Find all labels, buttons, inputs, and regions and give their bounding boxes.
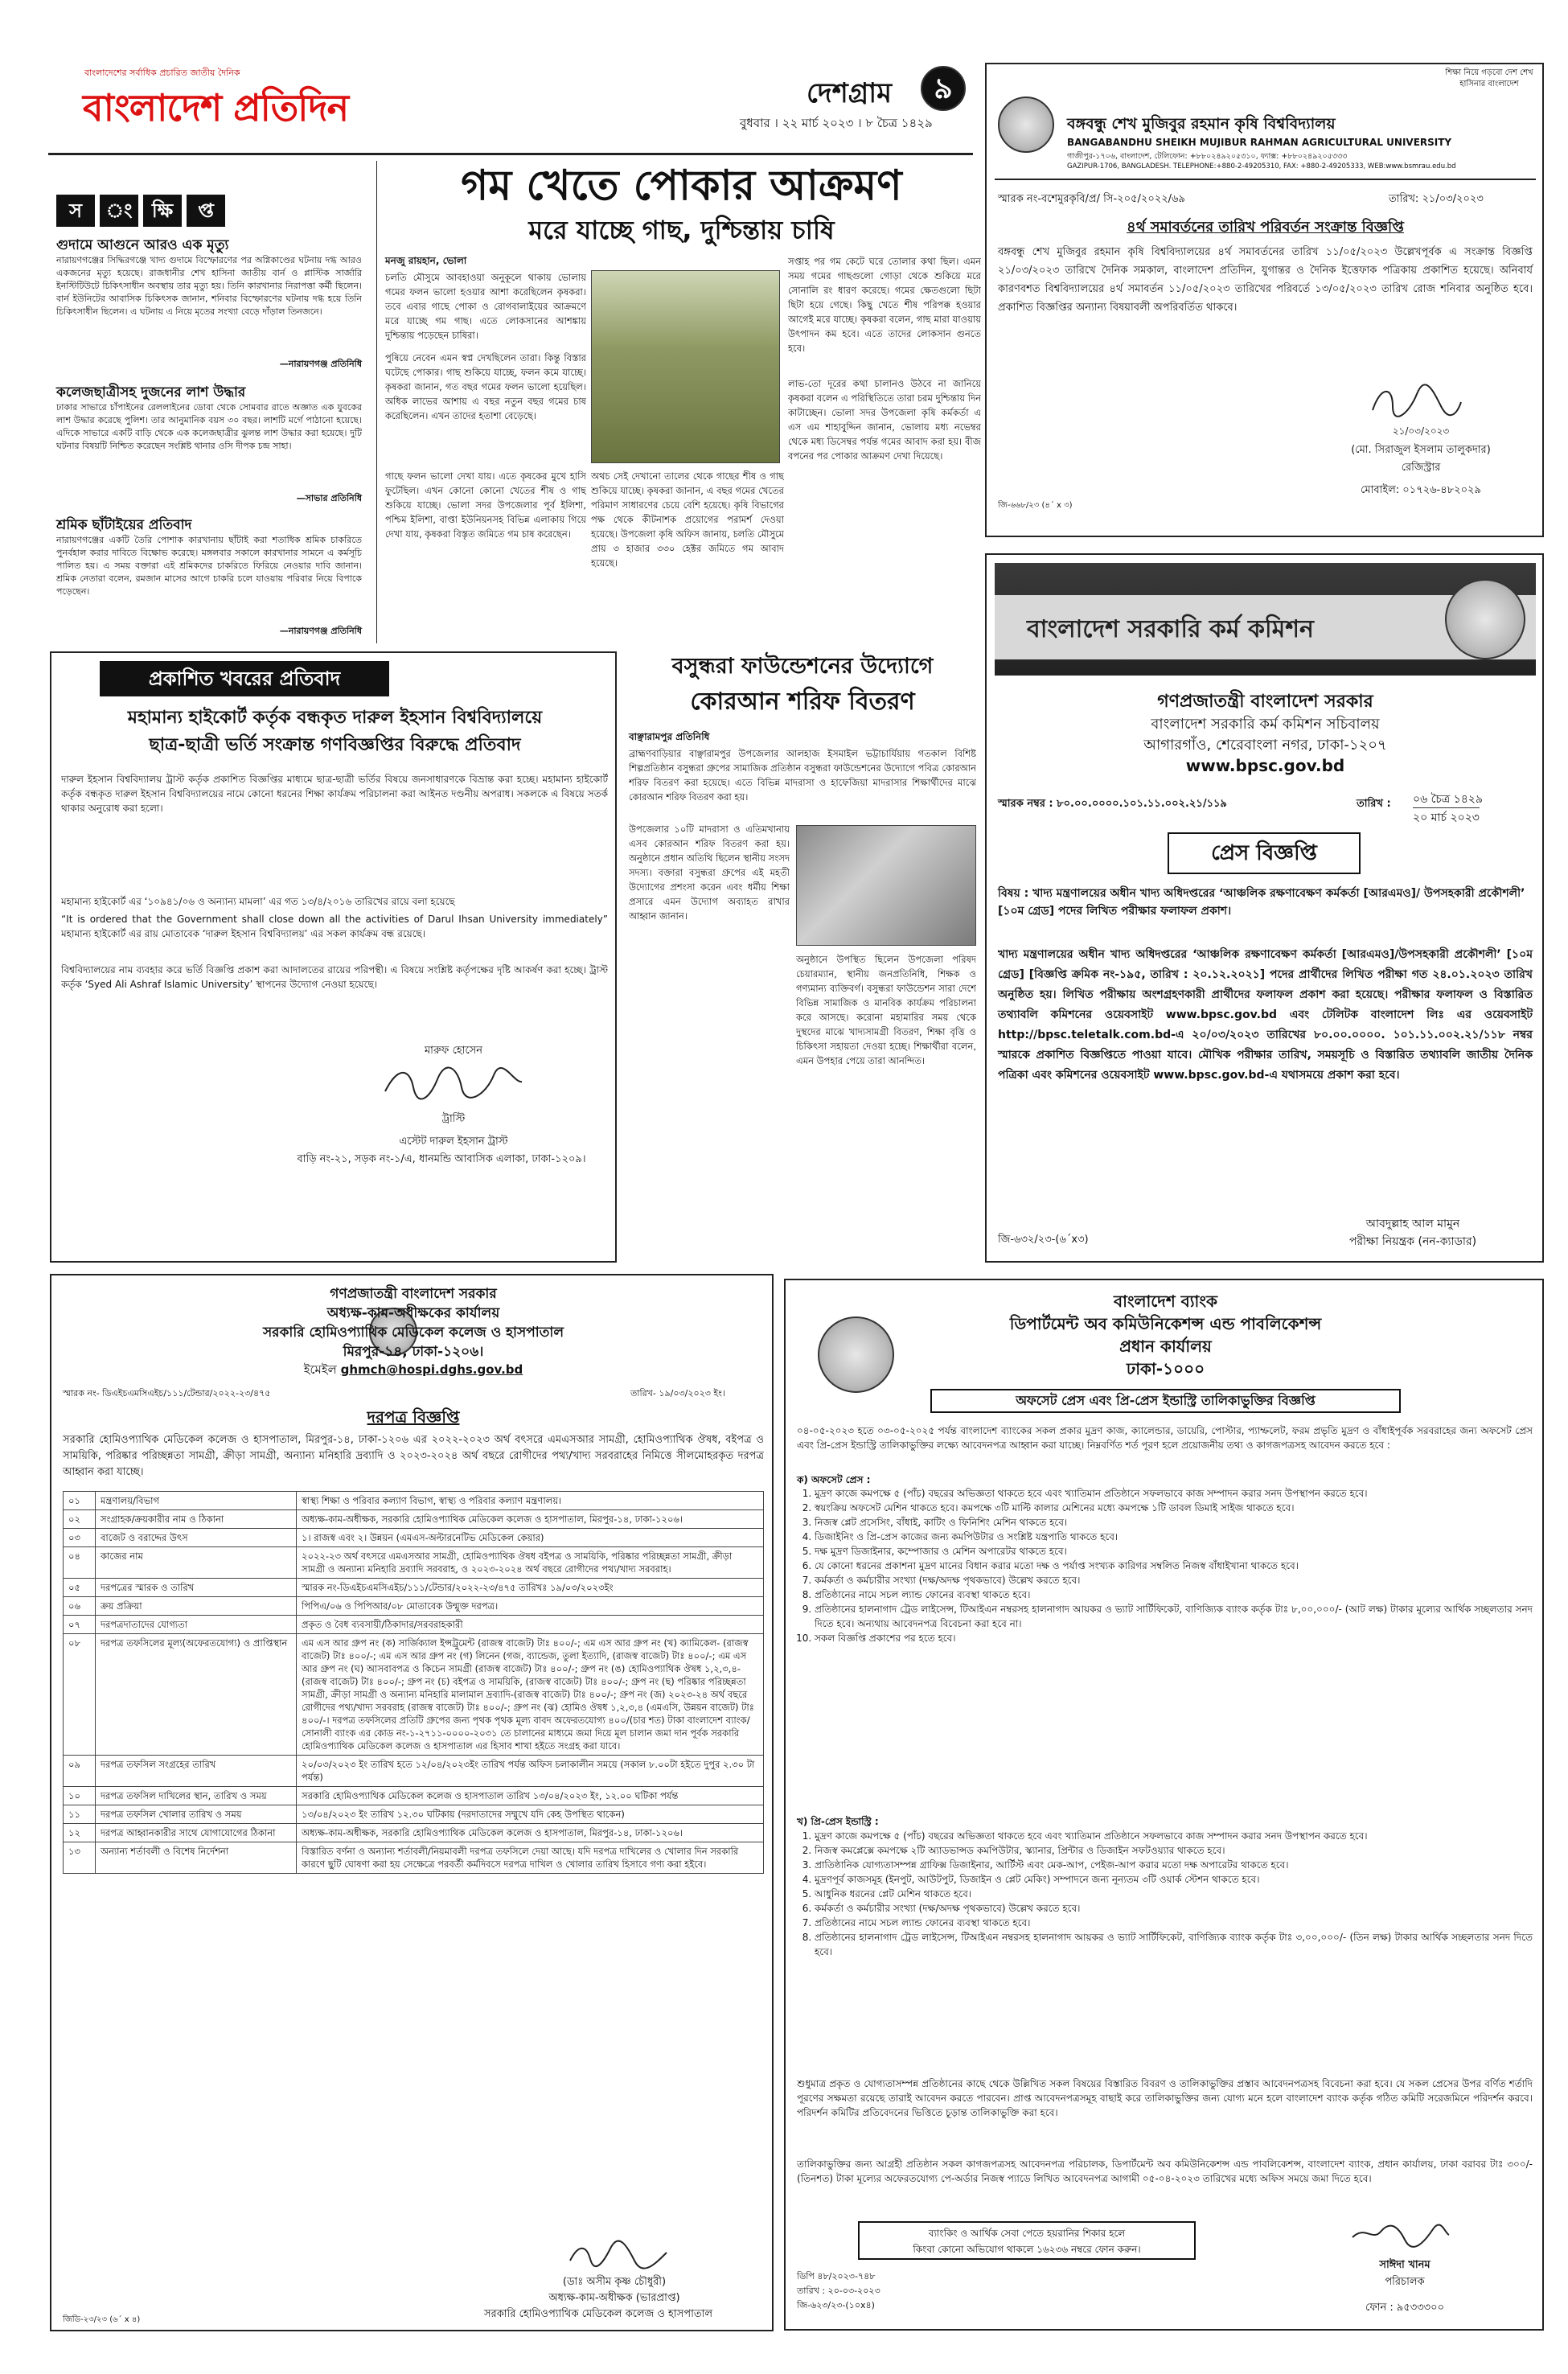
ad-code: জি-৬২৩/২৩-(১০x৪) [797, 2300, 875, 2310]
row-label: ক্রয় প্রক্রিয়া [96, 1597, 297, 1616]
row-value: ২০/০৩/২০২৩ ইং তারিখ হতে ১২/০৪/২০২৩ইং তারিখ পর্যন্ত অফিস চলাকালীন সময়ে (সকাল ৮.০০টা হইতে দুপুর ২.৩০ টা পর্যন্ত) [297, 1756, 764, 1787]
office: প্রধান কার্যালয় [1119, 1337, 1212, 1356]
byline: বাঞ্ছারামপুর প্রতিনিধি [629, 731, 710, 742]
tender-table [63, 1491, 764, 1874]
section-heading: ক) অফসেট প্রেস : [797, 1474, 871, 1485]
rebuttal-header: প্রকাশিত খবরের প্রতিবাদ [100, 661, 389, 696]
masthead-rule [48, 153, 973, 155]
sign-date: ২১/০৩/২০২৩ [1392, 425, 1450, 437]
rebuttal-para: বিশ্ববিদ্যালয়ের নাম ব্যবহার করে ভর্তি বিজ্ঞপ্তি প্রকাশ করা আদালতের রায়ের পরিপন্থী। এ বিষয়ে সংশ্লিষ্ট কর্তৃপক্ষের দৃষ্টি আকর্ষণ করা হচ্ছে। ট্রাস্ট কর্তৃক ‘Syed Ali Ashraf Islamic University’ স্থাপনের উদ্যোগ নেওয়া হয়েছে। [61, 964, 608, 990]
quran-headline: কোরআন শরিফ বিতরণ [690, 688, 915, 716]
notice-title: দরপত্র বিজ্ঞপ্তি [367, 1407, 460, 1427]
list-item: 2. নিজস্ব কমপ্লেক্সে কমপক্ষে ২টি অ্যাডভান্সড কমপিউটার, স্ক্যানার, প্রিন্টার ও ডিজাইন সফটওয়্যার থাকতে হবে। [815, 1843, 1533, 1858]
row-label: বাজেট ও বরাদ্দের উৎস [96, 1529, 297, 1547]
row-value: প্রকৃত ও বৈধ ব্যবসায়ী/ঠিকাদার/সরবরাহকারী [297, 1616, 764, 1634]
table-row [64, 1547, 764, 1579]
brief-item [56, 384, 362, 505]
table-row [64, 1824, 764, 1842]
rebuttal-para: মহামান্য হাইকোর্ট এর ‘১০৯৪১/০৬ ও অন্যান্য মামলা’ এর গত ১৩/৪/২০১৬ তারিখের রায়ে বলা হয়েছে [61, 896, 455, 907]
dp-number: ডিপি ৪৮/২০২৩-৭৪৮ [797, 2271, 876, 2282]
row-label: সংগ্রাহক/ক্রয়কারীর নাম ও ঠিকানা [96, 1510, 297, 1529]
signer-name: (ডাঃ অসীম কৃষ্ণ চৌধুরী) [562, 2276, 667, 2288]
masthead [76, 64, 969, 151]
date: তারিখ: ২১/০৩/২০২৩ [1389, 193, 1484, 205]
org-address: আগারগাঁও, শেরেবাংলা নগর, ঢাকা-১২০৭ [1143, 737, 1387, 754]
ad-code: জিডি-২৩/২৩ (৬´ x ৪) [63, 2315, 141, 2324]
memo: স্মারক নম্বর : ৮০.০০.০০০০.১০১.১১.০০২.২১/১১৯ [998, 798, 1227, 810]
bb-para: তালিকাভুক্তির জন্য আগ্রহী প্রতিষ্ঠান সকল কাগজপত্রসহ আবেদনপত্র পরিচালক, ডিপার্টমেন্ট অব কমিউনিকেশন্স এন্ড পাবলিকেশন্স, বাংলাদেশ ব্যাংক, প্রধান কার্যালয়, ঢাকা বরাবর টাঃ ৩০০/- (তিনশত) টাকা মূল্যের অফেরতযোগ্য পে-অর্ডার নিজস্ব প্যাডে লিখিত আবেদনপত্র আগামী ০৫-০৪-২০২৩ তারিখের মধ্যে অফিস সময়ে জমা দিতে হবে। [797, 2158, 1533, 2184]
story-text: অথচ সেই দেখানো তালের থেকে গাছের শীষ ও গাছ শুকিয়ে যাচ্ছে। কৃষকরা জানান, এ বছর গমের খেতের পরিমাণ সাধারণের চেয়ে বেশি হয়েছে। কৃষি বিভাগের পক্ষ থেকে কীটনাশক প্রয়োগের পরামর্শ দেওয়া হয়েছে। উপজেলা কৃষি অফিস জানায়, চলতি মৌসুমে প্রায় ৩ হাজার ৩৩০ হেক্টর জমিতে গম আবাদ হয়েছে। [591, 470, 784, 569]
brief-header [56, 195, 362, 227]
table-row [64, 1634, 764, 1756]
notice-title [1168, 832, 1361, 874]
signature [566, 2236, 671, 2273]
row-value: বিস্তারিত বর্ণনা ও অন্যান্য শর্তাবলী/নিয়মাবলী দরপত্র তফসিলে দেয়া আছে। যদি দরপত্র দাখিলের ও খোলার দিন সরকারি কারণে ছুটি ঘোষণা করা হয় সেক্ষেত্রে পরবর্তী কর্মদিবসে দরপত্র দাখিল ও খোলার তারিখ হিসাবে গণ্য করা হইবে। [297, 1842, 764, 1874]
table-row [64, 1492, 764, 1510]
signer-role: পরীক্ষা নিয়ন্ত্রক (নন-ক্যাডার) [1348, 1235, 1477, 1248]
brief-column [48, 187, 370, 641]
row-value: ২০২২-২৩ অর্থ বৎসরে এমএসআর সামগ্রী, হোমিওপ্যাথিক ঔষধ বইপত্র ও সাময়িকি, পরিষ্কার পরিচ্ছন্নতা সামগ্রী, ক্রীড়া সামগ্রী ও অন্যান্য মনিহারি দ্রব্যাদি সরবরাহ, ও ২০২৩-২০২৪ অর্থ বছরে রোগীদের পথ্য/খাদ্য সরবরাহ। [297, 1547, 764, 1579]
story-text: উপজেলার ১০টি মাদরাসা ও এতিমখানায় এসব কোরআন শরিফ বিতরণ করা হয়। অনুষ্ঠানে প্রধান অতিথি ছিলেন স্থানীয় সংসদ সদস্য। বক্তারা বসুন্ধরা গ্রুপের এই মহতী উদ্যোগের প্রশংসা করেন এবং ধর্মীয় শিক্ষা প্রসারে এমন উদ্যোগ অব্যাহত রাখার আহ্বান জানান। [629, 824, 790, 922]
notice-title: ৪র্থ সমাবর্তনের তারিখ পরিবর্তন সংক্রান্ত বিজ্ঞপ্তি [1127, 219, 1404, 236]
brief-header-letter: ক্ষি [143, 195, 182, 227]
rebuttal-title: ছাত্র-ছাত্রী ভর্তি সংক্রান্ত গণবিজ্ঞপ্তির বিরুদ্ধে প্রতিবাদ [149, 735, 521, 755]
memo: স্মারক নং-বশেমুরকৃবি/প্র/ সি-২০৫/২০২২/৬৯ [998, 193, 1185, 205]
main-headline: গম খেতে পোকার আক্রমণ [461, 162, 902, 210]
brief-credit: —নারায়ণগঞ্জ প্রতিনিধি [279, 359, 362, 369]
row-value: অধ্যক্ষ-কাম-অধীক্ষক, সরকারি হোমিওপ্যাথিক মেডিকেল কলেজ ও হাসপাতাল, মিরপুর-১৪, ঢাকা-১২০৬। [297, 1824, 764, 1842]
brief-credit: —সাভার প্রতিনিধি [296, 493, 362, 503]
row-label: কাজের নাম [96, 1547, 297, 1579]
table-row [64, 1842, 764, 1874]
signature [381, 1059, 526, 1107]
list-item: 8. প্রতিষ্ঠানের নামে সচল ল্যান্ড ফোনের ব্যবস্থা থাকতে হবে। [815, 1587, 1533, 1602]
org-name: বাংলাদেশ সরকারি কর্ম কমিশন সচিবালয় [1151, 716, 1380, 733]
table-row [64, 1529, 764, 1547]
date: ০৬ চৈত্র ১৪২৯ [1413, 793, 1483, 806]
row-number: ০৩ [64, 1529, 96, 1547]
address-line: GAZIPUR-1706, BANGLADESH. TELEPHONE:+880-2-49205310, FAX: +880-2-49205333, WEB:www.bsmrau.edu.bd [1067, 162, 1456, 170]
row-number: ০২ [64, 1510, 96, 1529]
row-value: এম এস আর গ্রুপ নং (ক) সার্জিক্যাল ইন্সট্রুমেন্ট (রাজস্ব বাজেট) টাঃ ৪০০/-; এম এস আর গ্রুপ নং (খ) ক্যামিকেল- (রাজস্ব বাজেট) টাঃ ৪০০/-; এম এস আর গ্রুপ নং (গ) লিনেন (গজ, ব্যান্ডেজ, তুলা ইত্যাদি, (রাজস্ব বাজেট) টাঃ ৪০০/-; এম এস আর গ্রুপ নং (ঘ) আসবাবপত্র ও কিচেন সামগ্রী (রাজস্ব বাজেট) টাঃ ৪০০/-; গ্রুপ নং (ঙ) হোমিওপ্যাথিক ঔষধ ১,২,৩,৪- (রাজস্ব বাজেট) টাঃ ৪০০/-; গ্রুপ নং (চ) বইপত্র ও সাময়িকি, (রাজস্ব বাজেট) টাঃ ৪০০/-; গ্রুপ নং (ছ) পরিষ্কার পরিচ্ছন্নতা সামগ্রী, ক্রীড়া সামগ্রী ও অন্যান্য মনিহারি মালামাল দ্রব্যাদি-(রাজস্ব বাজেট) টাঃ ৪০০/-; গ্রুপ নং (জ) ২০২৩-২৪ অর্থ বছরে রোগীদের পথ্য/খাদ্য সরবরাহ (রাজস্ব বাজেট) টাঃ ৪০০/-; গ্রুপ নং (ঝ) হোমিও ঔষধ ১,২,৩,৪ (এমএসি, উন্নয়ন বাজেট) টাঃ ৪০০/-। দরপত্র তফসিলের প্রতিটি গ্রুপের জন্য পৃথক পৃথক মূল্য বাবদ অফেরতযোগ্য ৪০০/(চার শত) টাকা বাংলাদেশ ব্যাংক/সোনালী ব্যাংক এর কোড নং-১-২৭১১-০০০০-২০৩১ তে চালানের মাধ্যমে জমা দিয়ে মূল চালান জমা দান পূর্বক সরকারি হোমিওপ্যাথিক মেডিকেল কলেজ ও হাসপাতাল এর হিসাব শাখা হইতে সংগ্রহ করা যাবে। [297, 1634, 764, 1756]
bpsc-notice [985, 553, 1544, 1263]
requirements-list-a [797, 1486, 1533, 1645]
complaint-line: কিংবা কোনো অভিযোগ থাকলে ১৬২৩৬ নম্বরে ফোন করুন। [913, 2244, 1141, 2255]
corner-note: শিক্ষা নিয়ে গড়বো দেশ শেখ হাসিনার বাংলাদেশ [1445, 68, 1533, 88]
brief-credit: —নারায়ণগঞ্জ প্রতিনিধি [279, 626, 362, 636]
notice-body: বঙ্গবন্ধু শেখ মুজিবুর রহমান কৃষি বিশ্ববিদ্যালয়ের ৪র্থ সমাবর্তনের তারিখ ১১/০৫/২০২৩ উল্লেখপূর্বক এ সংক্রান্ত বিজ্ঞপ্তি ২১/০৩/২০২৩ তারিখে দৈনিক সমকাল, বাংলাদেশ প্রতিদিন, যুগান্তর ও দৈনিক ইত্তেফাক পত্রিকায় প্রকাশিত হয়েছে। অনিবার্য কারণবশত বিশ্ববিদ্যালয়ের ৪র্থ সমাবর্তন ১১/০৫/২০২৩ তারিখের পরিবর্তে ১৩/০৫/২০২৩ তারিখ রোজ শনিবার অনুষ্ঠিত হবে। প্রকাশিত বিজ্ঞপ্তির অন্যান্য বিষয়াবলী অপরিবর্তিত থাকবে। [998, 246, 1533, 314]
row-number: ১২ [64, 1824, 96, 1842]
row-label: দরপত্র তফসিলের মূল্য(অফেরতযোগ্য) ও প্রাপ্তিস্থান [96, 1634, 297, 1756]
bb-intro: ০৪-০৫-২০২৩ হতে ০৩-০৫-২০২৫ পর্যন্ত বাংলাদেশ ব্যাংকের সকল প্রকার মুদ্রণ কাজ, ক্যালেন্ডার, ডায়েরি, পোস্টার, প্যাম্ফলেট, ফরম প্রভৃতি মুদ্রণ ও বাঁধাইপূর্বক সরবরাহের জন্য অফসেট প্রেস এবং প্রি-প্রেস ইন্ডাস্ট্রি তালিকাভুক্তির লক্ষ্যে আবেদনপত্র আহ্বান করা যাচ্ছে। নিম্নবর্ণিত শর্ত পূরণ হলে প্রয়োজনীয় তথ্য ও কাগজপত্রসহ আবেদন করতে হবে : [797, 1425, 1533, 1451]
brief-title: গুদামে আগুনে আরও এক মৃত্যু [56, 237, 229, 253]
signer-org: সরকারি হোমিওপ্যাথিক মেডিকেল কলেজ ও হাসপাতাল [483, 2308, 713, 2320]
brief-header-letter: স [56, 195, 95, 227]
list-item: 5. আধুনিক ধরনের প্লেট মেশিন থাকতে হবে। [815, 1887, 1533, 1901]
complaint-box [858, 2221, 1196, 2260]
list-item: 4. ডিজাইনিং ও প্রি-প্রেস কাজের জন্য কমপিউটার ও সংশ্লিষ্ট যন্ত্রপাতি থাকতে হবে। [815, 1530, 1533, 1544]
list-item: 6. কর্মকর্তা ও কর্মচারীর সংখ্যা (দক্ষ/অদক্ষ পৃথকভাবে) উল্লেখ করতে হবে। [815, 1901, 1533, 1916]
brief-body: নারায়ণগঞ্জের একটি তৈরি পোশাক কারখানায় ছাঁটাই করা শতাধিক শ্রমিক চাকরিতে পুনর্বহাল করার দাবিতে বিক্ষোভ করেছে। মঙ্গলবার সকালে কারখানার সামনে এ কর্মসূচি পালিত হয়। এ সময় বক্তারা এই শ্রমিকদের চাকরিতে ফিরিয়ে নেওয়ার দাবি জানান। শ্রমিক নেতারা বলেন, রমজান মাসের আগে চাকরি চলে যাওয়ায় পরিবার নিয়ে বিপাকে পড়েছেন। [56, 535, 362, 597]
college-name: সরকারি হোমিওপ্যাথিক মেডিকেল কলেজ ও হাসপাতাল [262, 1325, 564, 1341]
row-label: দরপত্র আহ্বানকারীর সাথে যোগাযোগের ঠিকানা [96, 1824, 297, 1842]
table-row [64, 1616, 764, 1634]
list-item: 1. মুদ্রণ কাজে কমপক্ষে ৫ (পাঁচ) বছরের অভিজ্ঞতা থাকতে হবে এবং খ্যাতিমান প্রতিষ্ঠানে সফলভাবে কাজ সম্পাদন করার সনদ উপস্থাপন করতে হবে। [815, 1829, 1533, 1843]
newspaper-logo[interactable]: বাংলাদেশ প্রতিদিন [83, 86, 349, 129]
university-name-en: BANGABANDHU SHEIKH MUJIBUR RAHMAN AGRICULTURAL UNIVERSITY [1067, 137, 1452, 148]
row-label: দরপত্র তফসিল দাখিলের স্থান, তারিখ ও সময় [96, 1787, 297, 1805]
table-row [64, 1579, 764, 1597]
department: ডিপার্টমেন্ট অব কমিউনিকেশন্স এন্ড পাবলিকেশন্স [1009, 1314, 1322, 1333]
brief-item [56, 236, 362, 371]
website-link[interactable]: www.bpsc.gov.bd [1185, 756, 1345, 775]
bangladesh-bank-notice [784, 1279, 1544, 2331]
rebuttal-signer-role: ট্রাস্টি [441, 1113, 466, 1125]
signature-icon [381, 1059, 526, 1107]
table-row [64, 1597, 764, 1616]
brief-body: ঢাকার সাভারে চাঁপাইনের রেললাইনের ডোবা থেকে সোমবার রাতে অজ্ঞাত এক যুবকের লাশ উদ্ধার করেছে পুলিশ। তার আনুমানিক বয়স ৩০ বছর। লাশটি মর্গে পাঠানো হয়েছে। এদিকে সাভারে একটি বাড়ি থেকে এক কলেজছাত্রীর ঝুলন্ত লাশ উদ্ধার করা হয়েছে। দুটি ঘটনার বিষয়টি নিশ্চিত করেছেন সংশ্লিষ্ট থানার ওসি দীপক চন্দ্র সাহা। [56, 402, 362, 451]
rebuttal-org: এস্টেট দারুল ইহসান ট্রাস্ট [399, 1136, 508, 1148]
brief-header-letter: প্ত [187, 195, 225, 227]
list-item: 2. স্বয়ংক্রিয় অফসেট মেশিন থাকতে হবে। কমপক্ষে ৩টি মাল্টি কালার মেশিনের মধ্যে কমপক্ষে ১টি ডাবল ডিমাই সাইজ থাকতে হবে। [815, 1501, 1533, 1515]
tender-notice [50, 1274, 774, 2331]
page-number: ৯ [921, 66, 966, 111]
address-line: গাজীপুর-১৭০৬, বাংলাদেশ, টেলিফোন: +৮৮০২৪৯২০৫৩১০, ফ্যাক্স: +৮৮০২৪৯২০৫৩৩৩ [1067, 152, 1348, 161]
list-item: 7. প্রতিষ্ঠানের নামে সচল ল্যান্ড ফোনের ব্যবস্থা থাকতে হবে। [815, 1916, 1533, 1930]
story-text: অনুষ্ঠানে উপস্থিত ছিলেন উপজেলা পরিষদ চেয়ারম্যান, স্থানীয় জনপ্রতিনিধি, শিক্ষক ও গণ্যমান্য ব্যক্তিবর্গ। বসুন্ধরা ফাউন্ডেশন সারা দেশে বিভিন্ন সামাজিক ও মানবিক কার্যক্রম পরিচালনা করে আসছে। করোনা মহামারির সময় থেকে দুস্থদের মাঝে খাদ্যসামগ্রী বিতরণ, শিক্ষা বৃত্তি ও চিকিৎসা সহায়তা দেওয়া হচ্ছে। শিক্ষার্থীরা বলেন, এমন উপহার পেয়ে তারা আনন্দিত। [796, 954, 976, 1066]
notice-body: খাদ্য মন্ত্রণালয়ের অধীন খাদ্য অধিদপ্তরের ‘আঞ্চলিক রক্ষণাবেক্ষণ কর্মকর্তা [আরএমও]/উপসহকারী প্রকৌশলী’ [১০ম গ্রেড] [বিজ্ঞপ্তি ক্রমিক নং-১৯৫, তারিখ : ২০.১২.২০২১] পদের প্রার্থীদের লিখিত পরীক্ষা গত ২৪.০১.২০২৩ তারিখ অনুষ্ঠিত হয়। লিখিত পরীক্ষায় অংশগ্রহণকারী প্রার্থীদের ফলাফল প্রকাশ করা হয়েছে। পরীক্ষার ফলাফল ও বিস্তারিত তথ্যাবলি কমিশনের ওয়েবসাইট www.bpsc.gov.bd এবং টেলিটক বাংলাদেশ লিঃ এর ওয়েবসাইট http://bpsc.teletalk.com.bd-এ ২০/০৩/২০২৩ তারিখের ৮০.০০.০০০০. ১০১.১১.০০২.২১/১১৮ নম্বর স্মারকে প্রকাশিত বিজ্ঞপ্তিতে পাওয়া যাবে। মৌখিক পরীক্ষার তারিখ, সময়সূচি ও বিস্তারিত তথ্যাবলি জাতীয় দৈনিক পত্রিকা এবং কমিশনের ওয়েবসাইট www.bpsc.gov.bd-এ যথাসময়ে প্রকাশ করা হবে। [998, 948, 1533, 1082]
page-date: বুধবার । ২২ মার্চ ২০২৩ । ৮ চৈত্র ১৪২৯ [740, 116, 933, 130]
row-value: ১। রাজস্ব এবং ২। উন্নয়ন (এমএস-অল্টারনেটিভ মেডিকেল কেয়ার) [297, 1529, 764, 1547]
table-row [64, 1805, 764, 1824]
row-number: ১০ [64, 1787, 96, 1805]
notice-title-text: অফসেট প্রেস এবং প্রি-প্রেস ইন্ডাস্ট্রি তালিকাভুক্তির বিজ্ঞপ্তি [1016, 1393, 1316, 1408]
story-text: ব্রাহ্মণবাড়িয়ার বাঞ্ছারামপুর উপজেলার আলহাজ ইসমাইল ভট্টাচার্যিয়ায় গতকাল বিশিষ্ট শিল্পপ্রতিষ্ঠান বসুন্ধরা গ্রুপের সামাজিক প্রতিষ্ঠান বসুন্ধরা ফাউন্ডেশনের উদ্যোগে পবিত্র কোরআন শরিফ বিতরণ করা হয়েছে। এতে বিভিন্ন মাদরাসা ও হাফেজিয়া মাদরাসার শিক্ষার্থীদের মাঝে কোরআন শরিফ বিতরণ করা হয়। [629, 748, 976, 803]
row-label: অন্যান্য শর্তাবলী ও বিশেষ নির্দেশনা [96, 1842, 297, 1874]
quran-story [626, 643, 979, 1263]
list-item: 7. কর্মকর্তা ও কর্মচারীর সংখ্যা (দক্ষ/অদক্ষ পৃথকভাবে) উল্লেখ করতে হবে। [815, 1573, 1533, 1587]
portrait-badge [1445, 579, 1525, 659]
quran-distribution-photo [796, 825, 976, 946]
row-label: দরপত্র তফসিল খোলার তারিখ ও সময় [96, 1805, 297, 1824]
list-item: 4. মুদ্রণপূর্ব কাজসমূহ (ইনপুট, আউটপুট, ডিজাইন ও প্লেট মেকিং) সম্পাদনে জন্য নূন্যতম ৩টি ওয়ার্ক স্টেশন থাকতে হবে। [815, 1872, 1533, 1887]
row-value: পিপিএ/০৬ ও পিপিআর/০৮ মোতাবেক উন্মুক্ত দরপত্র। [297, 1597, 764, 1616]
table-row [64, 1756, 764, 1787]
university-logo [998, 97, 1054, 153]
signature-icon [1348, 2217, 1453, 2253]
row-number: ০৯ [64, 1756, 96, 1787]
signer-name: (মো. সিরাজুল ইসলাম তালুকদার) [1351, 444, 1491, 456]
office-name: অধ্যক্ষ-কাম-অধীক্ষকের কার্যালয় [326, 1305, 500, 1321]
row-label: দরপত্রদাতাদের যোগ্যতা [96, 1616, 297, 1634]
signature [1348, 2217, 1453, 2253]
story-text: চলতি মৌসুমে আবহাওয়া অনুকূলে থাকায় ভোলায় গমের ফলন ভালো হওয়ার আশা করেছিলেন কৃষকরা। তবে এবার গাছে পোকা ও রোগবালাইয়ের আক্রমণে মরে যাচ্ছে গম গাছ। এতে লোকসানের আশঙ্কায় দুশ্চিন্তায় পড়েছেন চাষিরা। [385, 272, 586, 341]
signer-name: আবদুল্লাহ আল মামুন [1365, 1218, 1460, 1230]
email-link[interactable]: ghmch@hospi.dghs.gov.bd [340, 1362, 523, 1377]
date: ২০ মার্চ ২০২৩ [1413, 807, 1480, 828]
bank-name: বাংলাদেশ ব্যাংক [1114, 1292, 1217, 1311]
memo: স্মারক নং- ডিএইচএমসিএইচ/১১১/টেন্ডার/২০২২-২৩/৪৭৫ [63, 1388, 271, 1399]
row-number: ০৪ [64, 1547, 96, 1579]
story-text: লাভ-তো দূরের কথা চালানও উঠবে না জানিয়ে কৃষকরা বলেন এ পরিস্থিতিতে তারা চরম দুশ্চিন্তায় দিন কাটাচ্ছেন। ভোলা সদর উপজেলা কৃষি কর্মকর্তা এ এস এম শাহাবুদ্দিন জানান, ভোলায় মধ্য নভেম্বর থেকে মধ্য ডিসেম্বর পর্যন্ত গমের আবাদ করা হয়। বীজ বপনের পর পোকার আক্রমণ দেখা দিয়েছে। [788, 378, 981, 462]
signature-icon [1369, 382, 1465, 422]
date: তারিখ- ১৯/০৩/২০২৩ ইং। [630, 1388, 725, 1399]
gov-name: গণপ্রজাতন্ত্রী বাংলাদেশ সরকার [1157, 692, 1373, 712]
requirements-list-b [797, 1829, 1533, 1959]
city: ঢাকা-১০০০ [1126, 1359, 1205, 1378]
subject: বিষয় : খাদ্য মন্ত্রণালয়ের অধীন খাদ্য অধিদপ্তরের ‘আঞ্চলিক রক্ষণাবেক্ষণ কর্মকর্তা [আরএমও]/ উপসহকারী প্রকৌশলী’ [১০ম গ্রেড] পদের লিখিত পরীক্ষার ফলাফল প্রকাশ। [998, 887, 1525, 918]
signer-role: পরিচালক [1385, 2276, 1425, 2288]
notice-title [930, 1389, 1401, 1413]
story-text: গাছে ফলন ভালো দেখা যায়। এতে কৃষকের মুখে হাসি ফুটেছিল। এখন কোনো কোনো খেতের শীষ ও গাছ শুকিয়ে যাচ্ছে। ভোলা সদর উপজেলার পূর্ব ইলিশা, পশ্চিম ইলিশা, বাপ্তা ইউনিয়নসহ বিভিন্ন এলাকায় গিয়ে দেখা যায়, কৃষকরা বিস্তৃত জমিতে গম চাষ করেছেন। [385, 470, 586, 540]
rebuttal-title: মহামান্য হাইকোর্ট কর্তৃক বন্ধকৃত দারুল ইহসান বিশ্ববিদ্যালয়ে [127, 708, 543, 728]
quran-headline: বসুন্ধরা ফাউন্ডেশনের উদ্যোগে [671, 654, 934, 679]
list-item: 1. মুদ্রণ কাজে কমপক্ষে ৫ (পাঁচ) বছরের অভিজ্ঞতা থাকতে হবে এবং খ্যাতিমান প্রতিষ্ঠানে সফলভাবে কাজ সম্পাদন করার সনদ উপস্থাপন করতে হবে। [815, 1486, 1533, 1501]
college-address: মিরপুর-১৪, ঢাকা-১২০৬। [343, 1344, 484, 1360]
rebuttal-notice [50, 651, 617, 1263]
row-value: ১৩/০৪/২০২৩ ইং তারিখ ১২.৩০ ঘটিকায় (দরদাতাদের সম্মুখে যদি কেহ উপস্থিত থাকেন) [297, 1805, 764, 1824]
row-number: ০৬ [64, 1597, 96, 1616]
main-story [382, 159, 981, 642]
rebuttal-para: দারুল ইহসান বিশ্ববিদ্যালয় ট্রাস্ট কর্তৃক প্রকাশিত বিজ্ঞপ্তির মাধ্যমে ছাত্র-ছাত্রী ভর্তির বিষয়ে জনসাধারণকে বিভ্রান্ত করা হচ্ছে। মহামান্য হাইকোর্ট কর্তৃক বন্ধকৃত দারুল ইহসান বিশ্ববিদ্যালয়ের নামে কোনো ধরনের শিক্ষা কার্যক্রম পরিচালনা করা আইনত দণ্ডনীয় অপরাধ। সকলকে এ বিষয়ে সতর্ক থাকার অনুরোধ করা হলো। [61, 774, 608, 814]
wheat-field-photo [591, 270, 780, 463]
row-value: স্মারক নং-ডিএইচএমসিএইচ/১১১/টেন্ডার/২০২২-২৩/৪৭৫ তারিখঃ ১৯/০৩/২০২৩ইং [297, 1579, 764, 1597]
bpsc-banner-text: বাংলাদেশ সরকারি কর্ম কমিশন [1027, 615, 1314, 643]
divider [376, 161, 377, 643]
main-subhead: মরে যাচ্ছে গাছ, দুশ্চিন্তায় চাষি [528, 215, 835, 245]
brief-title: কলেজছাত্রীসহ দুজনের লাশ উদ্ধার [56, 384, 246, 400]
bb-para: শুধুমাত্র প্রকৃত ও যোগ্যতাসম্পন্ন প্রতিষ্ঠানের কাছে থেকে উল্লিখিত সকল বিষয়ের বিস্তারিত বিবরণ ও তালিকাভুক্তির প্রস্তাব আবেদনপত্রসহ বিবেচনা করা হবে। যে সকল প্রেসের উপর বর্ণিত শর্তাদি পূরণের সক্ষমতা রয়েছে তারাই আবেদন করতে পারবেন। প্রাপ্ত আবেদনপত্রসমূহ বাছাই করে তালিকাভুক্তির জন্য যোগ্য মনে হলে বাংলাদেশ ব্যাংক কর্তৃক গঠিত কমিটি সরেজমিনে পরিদর্শন করবে। পরিদর্শন কমিটির প্রতিবেদনের ভিত্তিতে চূড়ান্ত তালিকাভুক্তি করা হবে। [797, 2078, 1533, 2118]
row-label: মন্ত্রণালয়/বিভাগ [96, 1492, 297, 1510]
signer-role: রেজিস্ট্রার [1401, 462, 1441, 474]
bsmrau-notice [985, 63, 1544, 537]
masthead-tagline: বাংলাদেশের সর্বাধিক প্রচারিত জাতীয় দৈনিক [84, 68, 240, 78]
table-row [64, 1787, 764, 1805]
rebuttal-signer: মারুফ হোসেন [424, 1045, 483, 1057]
complaint-line: ব্যাংকিং ও আর্থিক সেবা পেতে হয়রানির শিকার হলে [928, 2228, 1126, 2239]
list-item: 10. সকল বিজ্ঞপ্তি প্রকাশের পর হতে হবে। [815, 1631, 1533, 1645]
rebuttal-address: বাড়ি নং-২১, সড়ক নং-১/এ, ধানমন্ডি আবাসিক এলাকা, ঢাকা-১২০৯। [297, 1153, 586, 1165]
phone: ফোন : ৯৫৩৩৩০০ [1365, 2302, 1445, 2314]
notice-title-text: প্রেস বিজ্ঞপ্তি [1211, 841, 1317, 865]
row-number: ০১ [64, 1492, 96, 1510]
story-text: সপ্তাহ পর গম কেটে ঘরে তোলার কথা ছিল। এমন সময় গমের গাছগুলো গোড়া থেকে শুকিয়ে মরে সোনালি রং ধারণ করেছে। গমের ক্ষেতগুলো ছিটা ছিটা হয়ে গেছে। কিছু খেতে শীষ পরিপক্ক হওয়ার আগেই মরে যাচ্ছে। কৃষকরা বলেন, গাছ মারা যাওয়ায় উৎপাদন কম হবে। এতে তাদের লোকসান গুনতে হবে। [788, 256, 981, 354]
row-number: ১১ [64, 1805, 96, 1824]
row-number: ০৫ [64, 1579, 96, 1597]
rebuttal-quote: “It is ordered that the Government shall close down all the activities of Darul Ihsan University immediately” মহামান্য হাইকোর্ট এর রায় মোতাবেক ‘দারুল ইহসান বিশ্ববিদ্যালয়’ এর সকল কার্যক্রম বন্ধ রয়েছে। [61, 914, 608, 939]
dp-date: তারিখ : ২০-০৩-২০২৩ [797, 2286, 880, 2296]
date-label: তারিখ : [1357, 798, 1391, 810]
brief-body: নারায়ণগঞ্জের সিদ্ধিরগঞ্জে খাদ্য গুদামে বিস্ফোরণের পর অগ্নিকাণ্ডের ঘটনায় দগ্ধ আরও একজনের মৃত্যু হয়েছে। রাজধানীর শেখ হাসিনা জাতীয় বার্ন ও প্লাস্টিক সার্জারি ইনস্টিটিউটে চিকিৎসাধীন অবস্থায় তার মৃত্যু হয়। তিনি কারখানার নিরাপত্তা কর্মী ছিলেন। বার্ন ইউনিটের আবাসিক চিকিৎসক জানান, শনিবার বিস্ফোরণের ঘটনায় দগ্ধ হয়ে তিনি চিকিৎসাধীন ছিলেন। এ ঘটনায় এ নিয়ে মৃতের সংখ্যা বেড়ে দাঁড়াল তিনজনে। [56, 255, 362, 317]
section-name: দেশগ্রাম [807, 77, 892, 109]
row-label: দরপত্র তফসিল সংগ্রহের তারিখ [96, 1756, 297, 1787]
email-label: ইমেইল [303, 1362, 337, 1377]
brief-item [56, 516, 362, 638]
brief-header-letter: ং [100, 195, 138, 227]
row-number: ০৭ [64, 1616, 96, 1634]
signer-role: অধ্যক্ষ-কাম-অধীক্ষক (ভারপ্রাপ্ত) [548, 2292, 680, 2304]
bpsc-banner [995, 563, 1536, 676]
brief-title: শ্রমিক ছাঁটাইয়ের প্রতিবাদ [56, 517, 192, 533]
story-text: পুষিয়ে নেবেন এমন স্বপ্ন দেখছিলেন তারা। কিন্তু বিস্তার ঘটেছে পোকার। গাছ শুকিয়ে যাচ্ছে, ফলন কমে যাচ্ছে। কৃষকরা জানান, গত বছর গমের ফলন ভালো হয়েছিল। অধিক লাভের আশায় এ বছর নতুন বছর গমের চাষ করেছিলেন। এখন তাদের হতাশা বেড়েছে। [385, 352, 586, 421]
table-row [64, 1510, 764, 1529]
byline: মনজু রায়হান, ভোলা [385, 255, 467, 266]
ad-code: জি-৬৬৮/২৩ (৪´ x ৩) [998, 501, 1073, 510]
gov-name: গণপ্রজাতন্ত্রী বাংলাদেশ সরকার [330, 1286, 497, 1302]
divider [995, 179, 1536, 180]
mobile: মোবাইল: ০১৭২৬-৪৮২০২৯ [1361, 484, 1481, 496]
tender-intro: সরকারি হোমিওপ্যাথিক মেডিকেল কলেজ ও হাসপাতাল, মিরপুর-১৪, ঢাকা-১২০৬ এর ২০২২-২০২৩ অর্থ বৎসরে এমএসআর সামগ্রী, হোমিওপ্যাথিক ঔষধ, বইপত্র ও সাময়িকি, পরিষ্কার পরিচ্ছন্নতা সামগ্রী, ক্রীড়া সামগ্রী, অন্যান্য মনিহারি দ্রব্যাদি ও ২০২৩-২০২৪ অর্থ বছরে রোগীদের পথ্য/খাদ্য সরবরাহের নিমিত্তে সীলমোহরকৃত দরপত্র আহ্বান করা যাচ্ছে। [63, 1434, 764, 1478]
row-value: সরকারি হোমিওপ্যাথিক মেডিকেল কলেজ ও হাসপাতাল তারিখ ১৩/০৪/২০২৩ ইং, ১২.০০ ঘটিকা পর্যন্ত [297, 1787, 764, 1805]
row-number: ০৮ [64, 1634, 96, 1756]
list-item: 3. নিজস্ব প্লেট প্রসেসিং, বাঁধাই, কাটিং ও ফিনিশিং মেশিন থাকতে হবে। [815, 1515, 1533, 1530]
signature-icon [566, 2236, 671, 2273]
row-number: ১৩ [64, 1842, 96, 1874]
list-item: 3. প্রাতিষ্ঠানিক যোগ্যতাসম্পন্ন গ্রাফিক্স ডিজাইনার, আর্টিস্ট এবং মেক-আপ, পেইজ-আপ করার মতো দক্ষ অপারেটর থাকতে হবে। [815, 1858, 1533, 1872]
list-item: 8. প্রতিষ্ঠানের হালনাগাদ ট্রেড লাইসেন্স, টিআইএন নম্বরসহ হালনাগাদ আয়কর ও ভ্যাট সার্টিফিকেট, বাণিজ্যিক ব্যাংক কর্তৃক টাঃ ৩,০০,০০০/- (তিন লক্ষ) টাকার আর্থিক সচ্ছলতার সনদ দিতে হবে। [815, 1930, 1533, 1959]
row-label: দরপত্রের স্মারক ও তারিখ [96, 1579, 297, 1597]
email-line [60, 1361, 767, 1381]
row-value: স্বাস্থ্য শিক্ষা ও পরিবার কল্যাণ বিভাগ, স্বাস্থ্য ও পরিবার কল্যাণ মন্ত্রণালয়। [297, 1492, 764, 1510]
list-item: 5. দক্ষ মুদ্রণ ডিজাইনার, কম্পোজার ও মেশিন অপারেটর থাকতে হবে। [815, 1544, 1533, 1559]
signature [1369, 382, 1465, 422]
ad-code: জি-৬৩২/২৩-(৬´x৩) [998, 1234, 1089, 1246]
section-heading: খ) প্রি-প্রেস ইন্ডাস্ট্রি : [797, 1816, 879, 1827]
university-name-bn: বঙ্গবন্ধু শেখ মুজিবুর রহমান কৃষি বিশ্ববিদ্যালয় [1067, 115, 1336, 133]
list-item: 6. যে কোনো ধরনের প্রকাশনা মুদ্রণ মানের বিধান করার মতো দক্ষ ও পর্যাপ্ত সংখ্যক কারিগর সম্বলিত নিজস্ব বাঁধাইখানা থাকতে হবে। [815, 1559, 1533, 1573]
row-value: অধ্যক্ষ-কাম-অধীক্ষক, সরকারি হোমিওপ্যাথিক মেডিকেল কলেজ ও হাসপাতাল, মিরপুর-১৪, ঢাকা-১২০৬। [297, 1510, 764, 1529]
signer-name: সাঈদা খানম [1379, 2259, 1430, 2271]
list-item: 9. প্রতিষ্ঠানের হালনাগাদ ট্রেড লাইসেন্স, টিআইএন নম্বরসহ হালনাগাদ আয়কর ও ভ্যাট সার্টিফিকেট, বাণিজ্যিক ব্যাংক কর্তৃক টাঃ ৮,০০,০০০/- (আট লক্ষ) টাকার মূল্যের আর্থিক সচ্ছলতার সনদ দিতে হবে। অন্যথায় আবেদনপত্র বিবেচনা করা হবে না। [815, 1602, 1533, 1631]
